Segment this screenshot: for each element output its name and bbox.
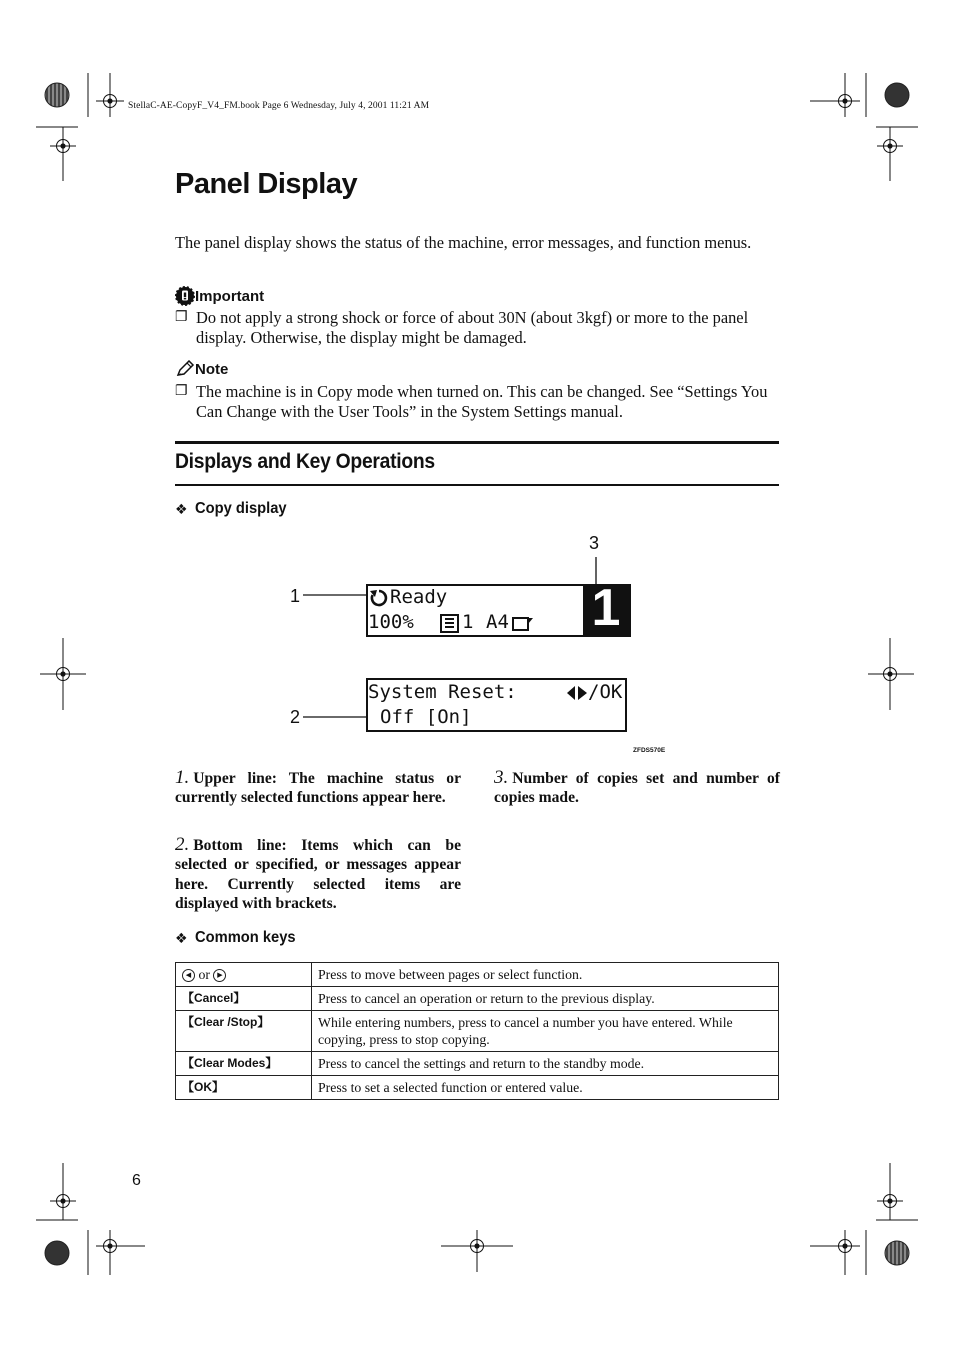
ready-cycle-icon (369, 588, 389, 608)
lcd-zoom-text: 100% (368, 611, 414, 633)
item-number: 2. (175, 834, 190, 855)
figure-code: ZFDS570E (633, 747, 666, 754)
paper-orientation-icon (512, 617, 534, 631)
desc-cell: Press to set a selected function or entered value. (312, 1076, 779, 1100)
item-2 (175, 835, 461, 914)
common-keys-table (175, 962, 779, 1100)
diamond-bullet-icon: ❖ (175, 500, 188, 517)
intro-paragraph: The panel display shows the status of the machine, error messages, and function menus. (175, 233, 752, 252)
or-text: or (198, 967, 210, 982)
key-cell: 【OK】 (176, 1076, 312, 1100)
desc-cell: Press to move between pages or select function. (312, 963, 779, 987)
item-number: 3. (494, 767, 509, 788)
item-text: Upper line: The machine status or currently selected functions appear here. (175, 770, 461, 807)
lcd-copy-screen (366, 579, 631, 637)
table-row (176, 987, 779, 1011)
common-keys-label: Common keys (194, 929, 296, 946)
common-keys-heading (175, 929, 304, 947)
table-row (176, 1076, 779, 1100)
section-title: Displays and Key Operations (175, 450, 435, 473)
callout-3: 3 (589, 533, 600, 553)
copy-display-label: Copy display (194, 500, 287, 517)
item-text: Bottom line: Items which can be selected or specified, or messages appear here. Currently selected items are displayed with brackets. (175, 837, 461, 913)
important-text: Do not apply a strong shock or force of about 30N (about 3kgf) or more to the panel display. Otherwise, the display might be damaged. (196, 308, 749, 347)
file-info-header: StellaC-AE-CopyF_V4_FM.book Page 6 Wednesday, July 4, 2001 11:21 AM (128, 101, 430, 111)
important-label: Important (195, 287, 265, 305)
item-3 (494, 768, 780, 808)
note-label: Note (195, 360, 229, 378)
desc-cell: Press to cancel the settings and return to the standby mode. (312, 1052, 779, 1076)
lcd-status-text: Ready (390, 586, 448, 608)
lcd-copy-count-block (583, 579, 629, 637)
checkbox-bullet-icon: ❐ (175, 384, 188, 399)
key-cell: 【Clear /Stop】 (176, 1011, 312, 1052)
right-arrow-key-icon: ▶ (213, 969, 226, 982)
lcd-quantity-text: 1 (462, 611, 474, 633)
paper-tray-icon (440, 614, 460, 633)
lcd-copy-count: 1 (591, 579, 621, 637)
left-right-arrows-icon (566, 684, 588, 702)
desc-cell: Press to cancel an operation or return to the previous display. (312, 987, 779, 1011)
table-row (176, 1011, 779, 1052)
key-cell (176, 963, 312, 987)
table-row (176, 1052, 779, 1076)
key-cell: 【Clear Modes】 (176, 1052, 312, 1076)
item-text: Number of copies set and number of copies made. (494, 770, 780, 807)
item-1 (175, 768, 461, 808)
note-text: The machine is in Copy mode when turned on. This can be changed. See “Settings You Can Change with the User Tools” in the System Settings manual. (196, 382, 768, 421)
diamond-bullet-icon: ❖ (175, 929, 188, 946)
callout-1: 1 (290, 586, 301, 606)
lcd-system-reset-screen (366, 678, 627, 732)
page-title: Panel Display (175, 168, 358, 200)
page-number: 6 (132, 1172, 141, 1189)
key-cell: 【Cancel】 (176, 987, 312, 1011)
desc-cell: While entering numbers, press to cancel a number you have entered. While copying, press to stop copying. (312, 1011, 779, 1052)
checkbox-bullet-icon: ❐ (175, 310, 188, 325)
callout-2: 2 (290, 707, 301, 727)
table-row (176, 963, 779, 987)
left-arrow-key-icon: ◀ (182, 969, 195, 982)
lcd-paper-size-text: A4 (486, 611, 509, 633)
lcd-ok-text: /OK (588, 681, 623, 703)
lcd-off-on-text: Off [On] (380, 706, 472, 728)
item-number: 1. (175, 767, 190, 788)
lcd-system-reset-text: System Reset: (368, 681, 517, 703)
